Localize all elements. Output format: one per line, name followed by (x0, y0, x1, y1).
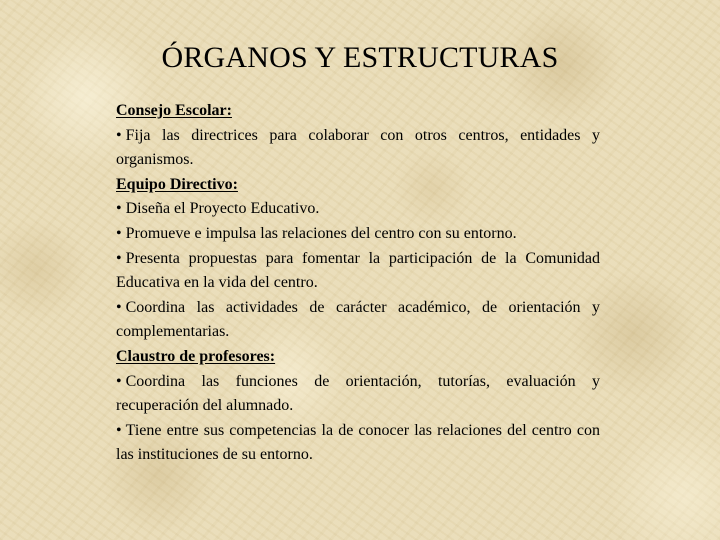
bullet-icon: • (116, 224, 122, 242)
list-item (116, 247, 600, 296)
section-heading-equipo-directivo: Equipo Directivo: (116, 175, 238, 193)
list-item-text: Coordina las actividades de carácter académico, de orientación y complementarias. (116, 298, 600, 341)
bullet-icon: • (116, 249, 122, 267)
bullet-icon: • (116, 126, 122, 144)
list-item-text: Coordina las funciones de orientación, tutorías, evaluación y recuperación del alumnado. (116, 372, 600, 415)
list-item (116, 222, 600, 247)
list-item (116, 124, 600, 173)
bullet-icon: • (116, 200, 122, 218)
list-item (116, 370, 600, 419)
page-title: ÓRGANOS Y ESTRUCTURAS (161, 41, 559, 74)
list-item (116, 197, 600, 222)
list-item (116, 296, 600, 345)
bullet-icon: • (116, 372, 122, 390)
section-heading-claustro-profesores: Claustro de profesores: (116, 347, 276, 365)
list-item-text: Promueve e impulsa las relaciones del centro con su entorno. (125, 224, 517, 242)
list-item-text: Diseña el Proyecto Educativo. (125, 200, 320, 218)
content-body (116, 99, 600, 468)
bullet-icon: • (116, 298, 122, 316)
list-item-text: Fija las directrices para colaborar con otros centros, entidades y organismos. (116, 126, 600, 169)
list-item-text: Tiene entre sus competencias la de conocer las relaciones del centro con las instituciones de su entorno. (116, 421, 600, 464)
bullet-icon: • (116, 421, 122, 439)
list-item-text: Presenta propuestas para fomentar la participación de la Comunidad Educativa en la vida del centro. (116, 249, 600, 292)
section-heading-consejo-escolar: Consejo Escolar: (116, 102, 232, 119)
list-item (116, 419, 600, 468)
